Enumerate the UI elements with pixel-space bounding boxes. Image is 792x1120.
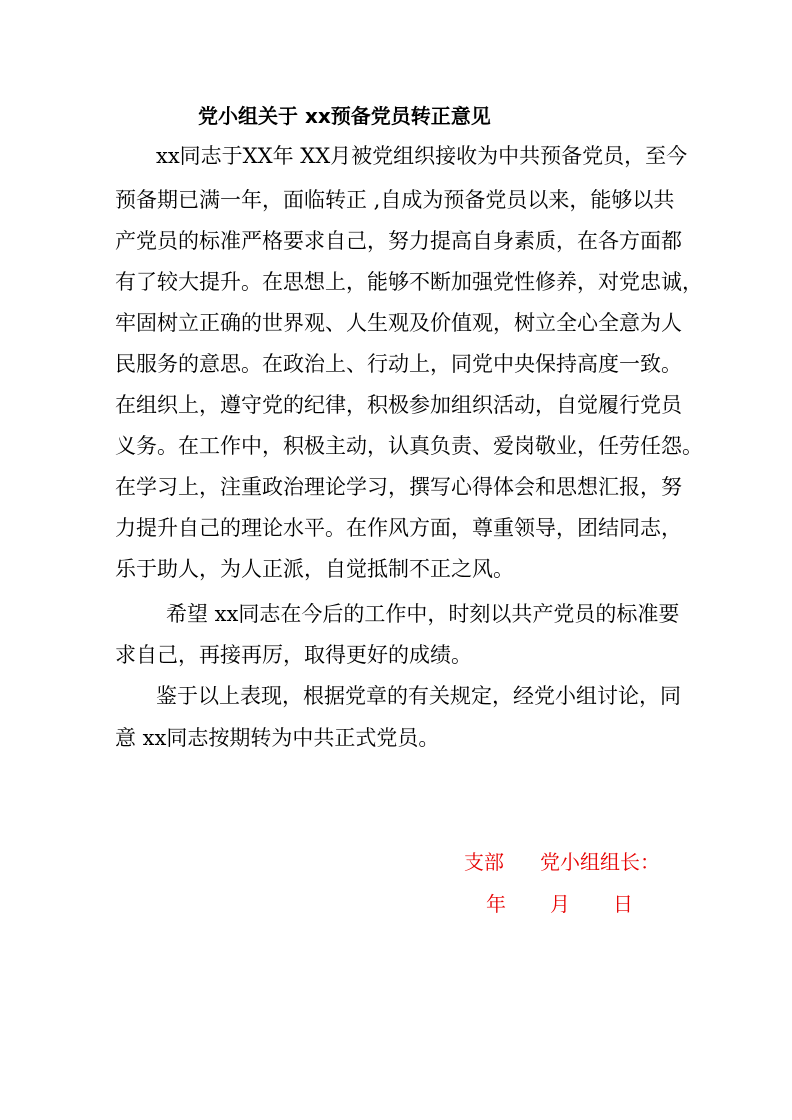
body-line <box>0 303 792 343</box>
signature-branch: 支部 <box>464 850 504 874</box>
body-text: 有了较大提升。在思想上，能够不断加强党性修养，对党忠诚， <box>115 270 703 294</box>
signature-month: 月 <box>550 892 570 916</box>
body-text: 在组织上，遵守党的纪律，积极参加组织活动，自觉履行党员 <box>115 393 682 417</box>
body-line <box>0 676 792 716</box>
document-title: 党小组关于 xx预备党员转正意见 <box>198 104 491 128</box>
body-text: 乐于助人，为人正派，自觉抵制不正之风。 <box>115 557 514 581</box>
body-text: xx同志于XX年 XX月被党组织接收为中共预备党员，至今 <box>156 144 688 168</box>
body-text: 义务。在工作中，积极主动，认真负责、爱岗敬业，任劳任怨。 <box>115 434 703 458</box>
body-text: 希望 xx同志在今后的工作中，时刻以共产党员的标准要 <box>166 602 680 626</box>
body-text: 牢固树立正确的世界观、人生观及价值观，树立全心全意为人 <box>115 311 682 335</box>
body-line <box>0 262 792 302</box>
signature-day: 日 <box>613 892 633 916</box>
body-line <box>0 718 792 758</box>
body-line <box>0 635 792 675</box>
body-line <box>0 180 792 220</box>
body-text: 在学习上，注重政治理论学习，撰写心得体会和思想汇报，努 <box>115 475 682 499</box>
body-text: 产党员的标准严格要求自己，努力提高自身素质，在各方面都 <box>115 229 682 253</box>
body-text: 力提升自己的理论水平。在作风方面，尊重领导，团结同志， <box>115 516 682 540</box>
signature-year: 年 <box>486 892 506 916</box>
body-line <box>0 426 792 466</box>
body-line <box>0 508 792 548</box>
body-text: 预备期已满一年，面临转正 ,自成为预备党员以来，能够以共 <box>115 188 675 212</box>
signature-leader: 党小组组长： <box>540 850 660 874</box>
body-line <box>0 549 792 589</box>
body-text: 民服务的意思。在政治上、行动上，同党中央保持高度一致。 <box>115 352 682 376</box>
body-text: 求自己，再接再厉，取得更好的成绩。 <box>115 643 472 667</box>
body-text: 鉴于以上表现，根据党章的有关规定，经党小组讨论，同 <box>156 684 681 708</box>
body-line <box>0 385 792 425</box>
body-text: 意 xx同志按期转为中共正式党员。 <box>115 726 440 750</box>
body-line <box>0 344 792 384</box>
body-line <box>0 136 792 176</box>
body-line <box>0 594 792 634</box>
body-line <box>0 467 792 507</box>
body-line <box>0 221 792 261</box>
